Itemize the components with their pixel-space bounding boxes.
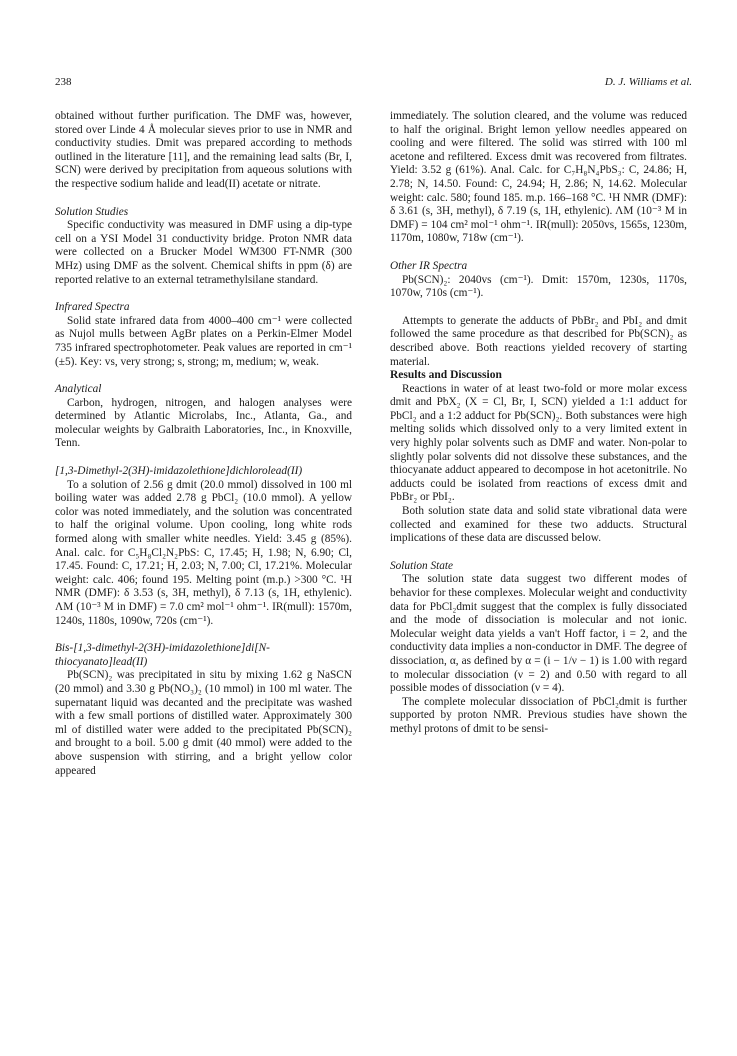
heading-compound-dichlorolead: [1,3-Dimethyl-2(3H)-imidazolethione]dichlorolead(II) (55, 465, 303, 478)
page-number: 238 (55, 76, 72, 88)
paragraph-thiocyanato-continued: immediately. The solution cleared, and the volume was reduced to half the original. Bright lemon yellow needles appeared on cooling and were filtered. The solid was stirred with 100 ml acetone and refiltered. Excess dmit was recovered from filtrates. Yield: 3.52 g (61%). Anal. Calc. for C₇H₈N₄PbS₃: C, 24.86; H, 2.78; N, 14.50. Found: C, 24.94; H, 2.86; N, 14.62. Molecular weight: calc. 580; found 185. m.p. 166–168 °C. ¹H NMR (DMF): δ 3.61 (s, 3H, methyl), δ 7.19 (s, 1H, ethylenic). ΛM (10⁻³ M in DMF) = 104 cm² mol⁻¹ ohm⁻¹. IR(mull): 2050vs, 1565s, 1230m, 1170m, 1080w, 718w (cm⁻¹). (390, 110, 687, 245)
section-title-results: Results and Discussion (390, 369, 502, 382)
paragraph-other-ir-spectra: Pb(SCN)₂: 2040vs (cm⁻¹). Dmit: 1570m, 1230s, 1170s, 1070w, 710s (cm⁻¹). (390, 273, 687, 300)
paragraph-compound-thiocyanatolead: Pb(SCN)₂ was precipitated in situ by mixing 1.62 g NaSCN (20 mmol) and 3.30 g Pb(NO₃)₂ (10 mmol) in 100 ml water. The supernatant liquid was decanted and the precipitate was washed with a few small portions of distilled water. Approximately 300 ml of distilled water were added to the precipitated Pb(SCN)₂ and brought to a boil. 5.00 g dmit (40 mmol) were added to the above suspension with stirring, and a bright yellow color appeared (55, 669, 352, 777)
paragraph-attempts: Attempts to generate the adducts of PbBr₂ and PbI₂ and dmit followed the same procedure as that described for Pb(SCN)₂ as described above. Both reactions yielded recovery of starting material. (390, 314, 687, 368)
heading-infrared-spectra: Infrared Spectra (55, 301, 130, 314)
paragraph-compound-dichlorolead: To a solution of 2.56 g dmit (20.0 mmol) dissolved in 100 ml boiling water was added 2.78 g PbCl₂ (10.0 mmol). A yellow color was noted immediately, and the solution was concentrated to half the original volume. Upon cooling, long white rods formed along with smaller white needles. Yield: 3.45 g (85%). Anal. calc. for C₅H₈Cl₂N₂PbS: C, 17.45; H, 1.98; N, 6.90; Cl, 17.45. Found: C, 17.21; H, 2.03; N, 7.00; Cl, 17.21%. Molecular weight: calc. 406; found 195. Melting point (m.p.) >300 °C. ¹H NMR (DMF): δ 3.53 (s, 3H, methyl), δ 7.13 (s, 1H, ethylenic). ΛM (10⁻³ M in DMF) = 7.0 cm² mol⁻¹ ohm⁻¹. IR(mull): 1570m, 1240s, 1180s, 1090w, 720s (cm⁻¹). (55, 478, 352, 627)
paragraph-infrared-spectra: Solid state infrared data from 4000–400 cm⁻¹ were collected as Nujol mulls between AgBr plates on a Perkin-Elmer Model 735 infrared spectrophotometer. Peak values are reported in cm⁻¹ (±5). Key: vs, very strong; s, strong; m, medium; w, weak. (55, 314, 352, 368)
heading-compound-thiocyanatolead: Bis-[1,3-dimethyl-2(3H)-imidazolethione]di[N-thiocyanato]lead(II) (55, 642, 270, 668)
paragraph-dmf-storage: obtained without further purification. The DMF was, however, stored over Linde 4 Å molecular sieves prior to use in NMR and conductivity studies. Dmit was prepared according to methods outlined in the literature [11], and the remaining lead salts (Br, I, SCN) were derived by precipitation from aqueous solutions with the respective sodium halide and lead(II) acetate or nitrate. (55, 110, 352, 190)
heading-analytical: Analytical (55, 383, 102, 396)
heading-solution-state: Solution State (390, 559, 454, 572)
paragraph-solution-state-nmr: The complete molecular dissociation of PbCl₂dmit is further supported by proton NMR. Previous studies have shown the methyl protons of dmit to be sensi- (390, 695, 687, 735)
paragraph-results-reactions: Reactions in water of at least two-fold or more molar excess dmit and PbX₂ (X = Cl, Br, I, SCN) yielded a 1:1 adduct for PbCl₂ and a 1:2 adduct for Pb(SCN)₂. Both substances were high melting solids which dissolved only to a very limited extent in very highly polar solvents such as DMF and water. Non-polar to slightly polar solvents did not dissolve these substances, and the thiocyanate adduct appeared to decompose in hot acetonitrile. No adducts could be isolated from reactions of excess dmit and PbBr₂ or PbI₂. (390, 382, 687, 504)
heading-solution-studies: Solution Studies (55, 205, 129, 218)
paragraph-results-data: Both solution state data and solid state vibrational data were collected and examined for these two adducts. Structural implications of these data are discussed below. (390, 505, 687, 545)
page-header (55, 76, 692, 92)
heading-other-ir-spectra: Other IR Spectra (390, 259, 468, 272)
left-column (55, 110, 352, 778)
right-column (390, 110, 687, 737)
paragraph-solution-studies: Specific conductivity was measured in DMF using a dip-type cell on a YSI Model 31 conductivity bridge. Proton NMR data were collected on a Brucker Model WM300 FT-NMR (300 MHz) using DMF as the solvent. Chemical shifts in ppm (δ) are reported relative to an external tetramethylsilane standard. (55, 219, 352, 286)
paragraph-solution-state-behavior: The solution state data suggest two different modes of behavior for these complexes. Molecular weight and conductivity data for PbCl₂dmit suggest that the complex is fully dissociated and the mode of dissociation is molecular and not ionic. Molecular weight data yields a van't Hoff factor, i = 2, and the conductivity data implies a non-conductor in DMF. The degree of dissociation, α, as defined by α = (i − 1/ν − 1) is 1.00 with regard to molecular dissociation (ν = 2) and 0.50 with regard to all possible modes of dissociation (ν = 4). (390, 573, 687, 695)
paragraph-analytical: Carbon, hydrogen, nitrogen, and halogen analyses were determined by Atlantic Microlabs, Inc., Atlanta, Ga., and molecular weights by Galbraith Laboratories, Inc., in Knoxville, Tenn. (55, 396, 352, 450)
running-head: D. J. Williams et al. (604, 76, 692, 88)
